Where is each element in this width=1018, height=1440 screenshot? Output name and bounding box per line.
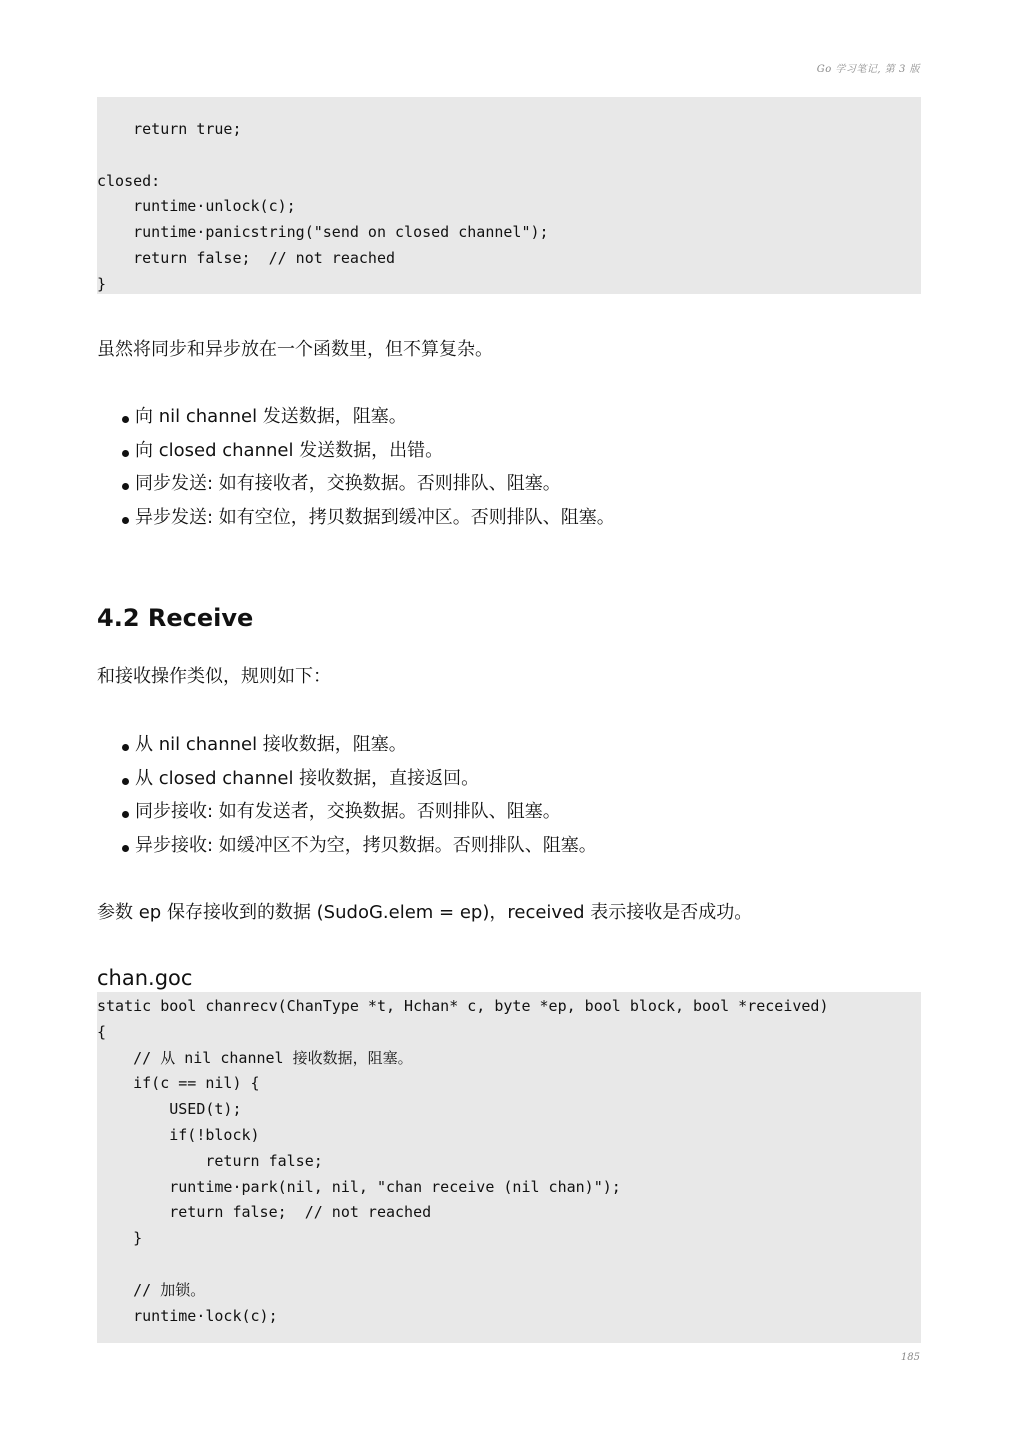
bullet-dot-icon (122, 483, 129, 490)
code-line: static bool chanrecv(ChanType *t, Hchan* c, byte *ep, bool block, bool *received) (97, 997, 829, 1015)
receive-intro-paragraph: 和接收操作类似，规则如下： (97, 666, 331, 687)
code-line (97, 143, 921, 169)
code-line: // 加锁。 (97, 1280, 206, 1299)
code-line: closed: (97, 171, 161, 190)
code-line: } (97, 1229, 143, 1248)
list-item (122, 795, 597, 829)
list-item (122, 400, 615, 434)
list-item-text: 同步发送: 如有接收者，交换数据。否则排队、阻塞。 (135, 473, 561, 494)
bullet-dot-icon (122, 416, 129, 423)
list-item (122, 501, 615, 535)
code-line: // 从 nil channel 接收数据，阻塞。 (97, 1048, 413, 1067)
list-item-text: 异步接收: 如缓冲区不为空，拷贝数据。否则排队、阻塞。 (135, 834, 597, 856)
param-paragraph: 参数 ep 保存接收到的数据 (SudoG.elem = ep)，received 表示接收是否成功。 (97, 902, 753, 923)
code-line (97, 1252, 921, 1278)
code-file-label: chan.goc (97, 966, 193, 990)
send-rules-list (122, 400, 615, 534)
bullet-dot-icon (122, 811, 129, 818)
bullet-dot-icon (122, 450, 129, 457)
list-item-text: 异步发送: 如有空位，拷贝数据到缓冲区。否则排队、阻塞。 (135, 506, 615, 528)
code-line: return false; // not reached (97, 248, 396, 267)
code-block-send-tail (97, 97, 921, 294)
code-line: USED(t); (97, 1100, 242, 1119)
list-item-text: 同步接收: 如有发送者，交换数据。否则排队、阻塞。 (135, 801, 561, 822)
list-item (122, 762, 597, 796)
section-heading: 4.2 Receive (97, 604, 254, 632)
code-line: return true; (97, 120, 242, 138)
page-number: 185 (900, 1352, 920, 1363)
bullet-dot-icon (122, 517, 129, 524)
list-item-text: 从 nil channel 接收数据，阻塞。 (135, 734, 407, 755)
list-item (122, 728, 597, 762)
code-line: runtime·park(nil, nil, "chan receive (nil chan)"); (97, 1177, 621, 1196)
list-item (122, 467, 615, 501)
code-line: return false; // not reached (97, 1203, 432, 1222)
list-item-text: 向 nil channel 发送数据，阻塞。 (135, 406, 407, 427)
intro-paragraph: 虽然将同步和异步放在一个函数里，但不算复杂。 (97, 339, 493, 360)
code-line: runtime·panicstring("send on closed channel"); (97, 223, 549, 242)
list-item (122, 434, 615, 468)
list-item-text: 从 closed channel 接收数据，直接返回。 (135, 767, 480, 789)
code-line: runtime·unlock(c); (97, 197, 296, 216)
bullet-dot-icon (122, 845, 129, 852)
code-line: return false; (97, 1151, 323, 1170)
code-line: { (97, 1022, 107, 1041)
code-line: if(c == nil) { (97, 1074, 260, 1093)
code-line: } (97, 274, 107, 293)
running-header: Go 学习笔记, 第 3 版 (816, 64, 920, 75)
code-line: if(!block) (97, 1125, 260, 1144)
list-item (122, 829, 597, 863)
receive-rules-list (122, 728, 597, 862)
code-block-chanrecv (97, 992, 921, 1343)
bullet-dot-icon (122, 778, 129, 785)
list-item-text: 向 closed channel 发送数据，出错。 (135, 439, 444, 461)
code-line: runtime·lock(c); (97, 1306, 278, 1325)
bullet-dot-icon (122, 744, 129, 751)
